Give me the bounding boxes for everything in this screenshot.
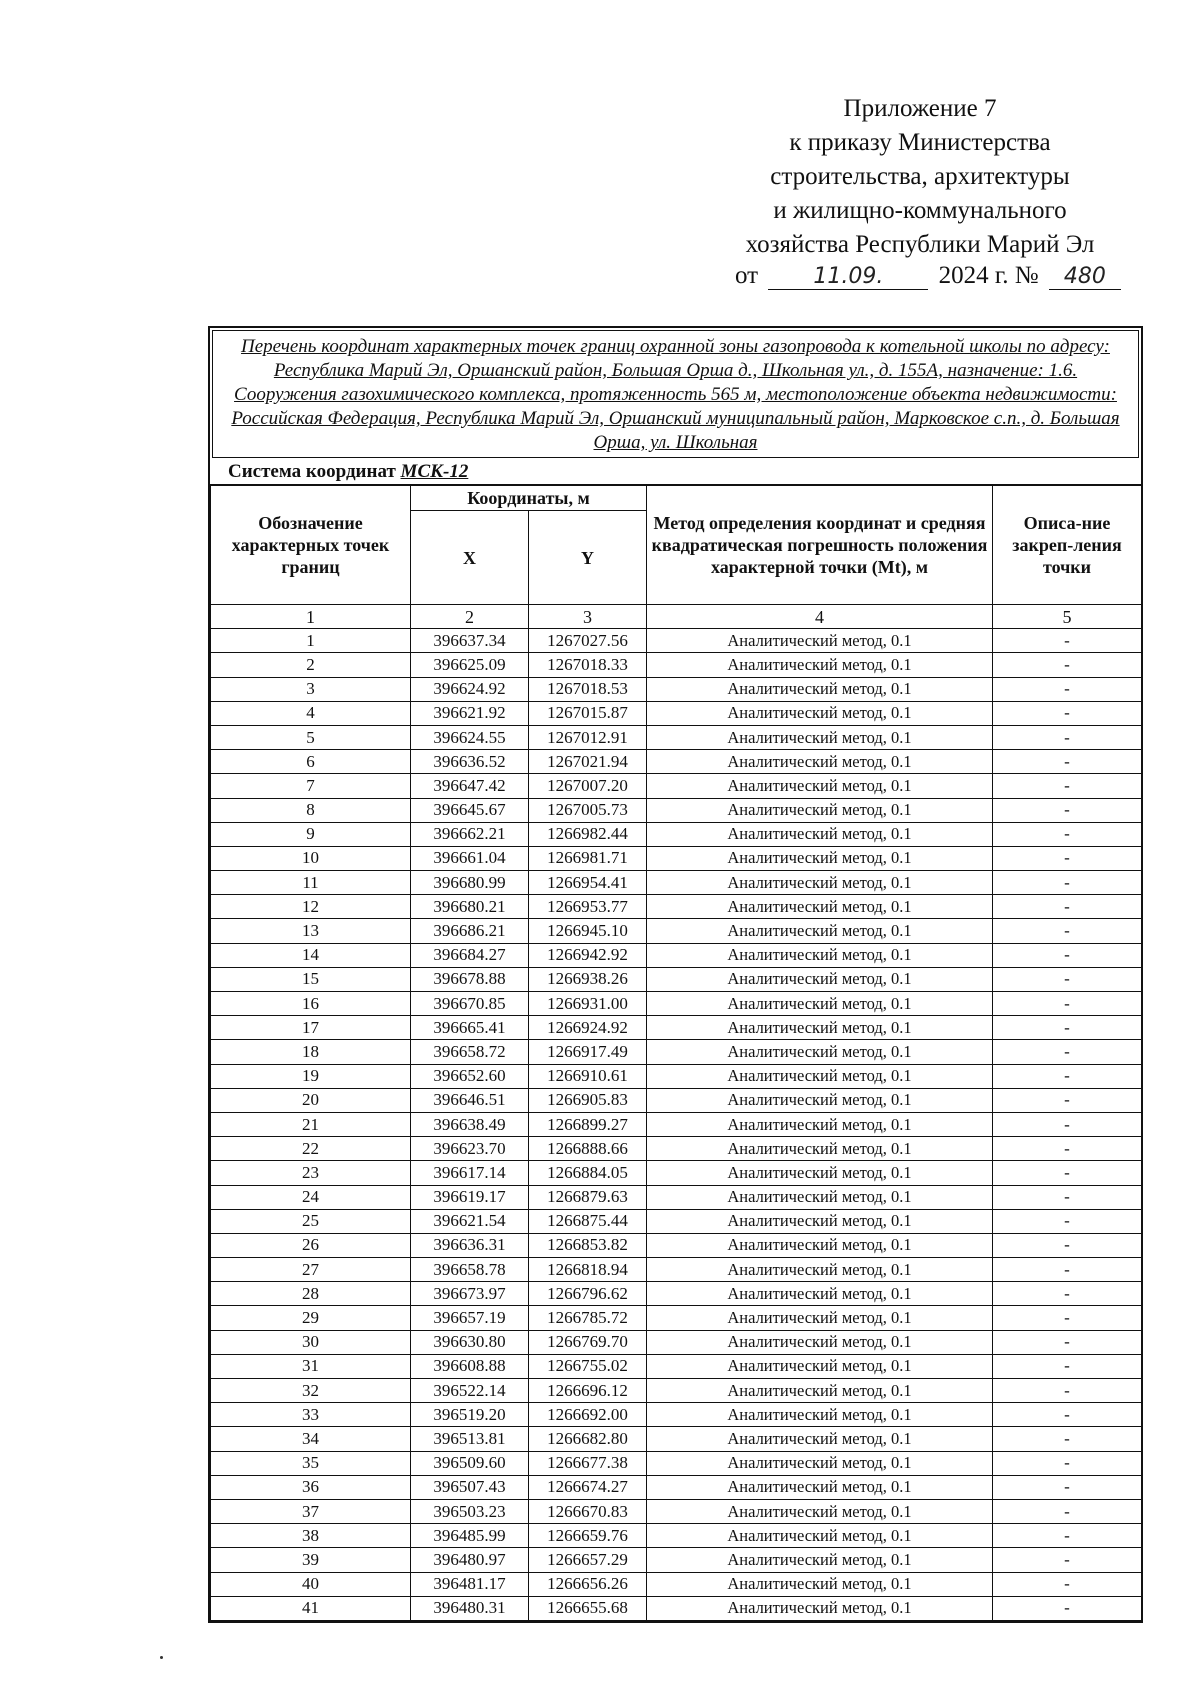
x-coordinate-cell: 396608.88 [411, 1354, 529, 1378]
description-cell: - [993, 846, 1142, 870]
header-description: Описа-ние закреп-ления точки [993, 486, 1142, 605]
coordinates-table-frame [208, 326, 1143, 1623]
point-number-cell: 25 [211, 1209, 411, 1233]
header-x: X [411, 511, 529, 605]
point-number-cell: 30 [211, 1330, 411, 1354]
x-coordinate-cell: 396621.54 [411, 1209, 529, 1233]
point-number-cell: 15 [211, 967, 411, 991]
x-coordinate-cell: 396662.21 [411, 822, 529, 846]
point-number-cell: 18 [211, 1040, 411, 1064]
method-cell: Аналитический метод, 0.1 [647, 677, 993, 701]
table-row [211, 1499, 1142, 1523]
header-line: к приказу Министерства [789, 129, 1051, 156]
description-cell: - [993, 1233, 1142, 1257]
table-row [211, 919, 1142, 943]
table-row [211, 1137, 1142, 1161]
x-coordinate-cell: 396652.60 [411, 1064, 529, 1088]
point-number-cell: 20 [211, 1088, 411, 1112]
table-row [211, 1596, 1142, 1620]
y-coordinate-cell: 1266853.82 [529, 1233, 647, 1257]
y-coordinate-cell: 1266942.92 [529, 943, 647, 967]
table-row [211, 750, 1142, 774]
x-coordinate-cell: 396638.49 [411, 1112, 529, 1136]
x-coordinate-cell: 396519.20 [411, 1403, 529, 1427]
column-number: 2 [411, 605, 529, 629]
table-row [211, 677, 1142, 701]
x-coordinate-cell: 396513.81 [411, 1427, 529, 1451]
y-coordinate-cell: 1267027.56 [529, 629, 647, 653]
x-coordinate-cell: 396509.60 [411, 1451, 529, 1475]
description-cell: - [993, 895, 1142, 919]
point-number-cell: 12 [211, 895, 411, 919]
table-row [211, 992, 1142, 1016]
description-cell: - [993, 1475, 1142, 1499]
x-coordinate-cell: 396661.04 [411, 846, 529, 870]
table-row [211, 1040, 1142, 1064]
point-number-cell: 4 [211, 701, 411, 725]
method-cell: Аналитический метод, 0.1 [647, 895, 993, 919]
description-cell: - [993, 1161, 1142, 1185]
method-cell: Аналитический метод, 0.1 [647, 1016, 993, 1040]
y-coordinate-cell: 1267005.73 [529, 798, 647, 822]
x-coordinate-cell: 396658.78 [411, 1258, 529, 1282]
method-cell: Аналитический метод, 0.1 [647, 1040, 993, 1064]
y-coordinate-cell: 1266696.12 [529, 1379, 647, 1403]
y-coordinate-cell: 1266888.66 [529, 1137, 647, 1161]
description-cell: - [993, 1403, 1142, 1427]
method-cell: Аналитический метод, 0.1 [647, 1451, 993, 1475]
point-number-cell: 1 [211, 629, 411, 653]
y-coordinate-cell: 1266682.80 [529, 1427, 647, 1451]
column-number: 3 [529, 605, 647, 629]
method-cell: Аналитический метод, 0.1 [647, 1161, 993, 1185]
table-row [211, 822, 1142, 846]
table-row [211, 774, 1142, 798]
header-designation: Обозначение характерных точек границ [211, 486, 411, 605]
y-coordinate-cell: 1266924.92 [529, 1016, 647, 1040]
point-number-cell: 16 [211, 992, 411, 1016]
x-coordinate-cell: 396637.34 [411, 629, 529, 653]
method-cell: Аналитический метод, 0.1 [647, 846, 993, 870]
method-cell: Аналитический метод, 0.1 [647, 1524, 993, 1548]
table-row [211, 1451, 1142, 1475]
description-cell: - [993, 1258, 1142, 1282]
order-number-handwritten: 480 [1049, 264, 1121, 290]
point-number-cell: 27 [211, 1258, 411, 1282]
description-cell: - [993, 774, 1142, 798]
y-coordinate-cell: 1266981.71 [529, 846, 647, 870]
table-row [211, 1330, 1142, 1354]
point-number-cell: 3 [211, 677, 411, 701]
description-cell: - [993, 967, 1142, 991]
order-year: 2024 г. № [938, 262, 1039, 289]
description-cell: - [993, 798, 1142, 822]
y-coordinate-cell: 1266879.63 [529, 1185, 647, 1209]
method-cell: Аналитический метод, 0.1 [647, 1475, 993, 1499]
x-coordinate-cell: 396647.42 [411, 774, 529, 798]
y-coordinate-cell: 1266655.68 [529, 1596, 647, 1620]
point-number-cell: 2 [211, 653, 411, 677]
x-coordinate-cell: 396678.88 [411, 967, 529, 991]
method-cell: Аналитический метод, 0.1 [647, 798, 993, 822]
y-coordinate-cell: 1267018.53 [529, 677, 647, 701]
x-coordinate-cell: 396507.43 [411, 1475, 529, 1499]
method-cell: Аналитический метод, 0.1 [647, 1112, 993, 1136]
method-cell: Аналитический метод, 0.1 [647, 1233, 993, 1257]
table-row [211, 1112, 1142, 1136]
table-row [211, 1233, 1142, 1257]
description-cell: - [993, 677, 1142, 701]
table-row [211, 1016, 1142, 1040]
x-coordinate-cell: 396522.14 [411, 1379, 529, 1403]
point-number-cell: 11 [211, 871, 411, 895]
x-coordinate-cell: 396625.09 [411, 653, 529, 677]
y-coordinate-cell: 1266656.26 [529, 1572, 647, 1596]
table-row [211, 1524, 1142, 1548]
method-cell: Аналитический метод, 0.1 [647, 1499, 993, 1523]
point-number-cell: 41 [211, 1596, 411, 1620]
method-cell: Аналитический метод, 0.1 [647, 750, 993, 774]
y-coordinate-cell: 1266982.44 [529, 822, 647, 846]
x-coordinate-cell: 396686.21 [411, 919, 529, 943]
y-coordinate-cell: 1266769.70 [529, 1330, 647, 1354]
description-cell: - [993, 629, 1142, 653]
header-method: Метод определения координат и средняя квадратическая погрешность положения характерной точки (Mt), м [647, 486, 993, 605]
table-row [211, 1282, 1142, 1306]
x-coordinate-cell: 396636.52 [411, 750, 529, 774]
method-cell: Аналитический метод, 0.1 [647, 1354, 993, 1378]
method-cell: Аналитический метод, 0.1 [647, 1596, 993, 1620]
point-number-cell: 34 [211, 1427, 411, 1451]
x-coordinate-cell: 396503.23 [411, 1499, 529, 1523]
y-coordinate-cell: 1266755.02 [529, 1354, 647, 1378]
description-cell: - [993, 750, 1142, 774]
method-cell: Аналитический метод, 0.1 [647, 943, 993, 967]
y-coordinate-cell: 1266884.05 [529, 1161, 647, 1185]
header-line: хозяйства Республики Марий Эл [745, 231, 1095, 258]
table-row [211, 1572, 1142, 1596]
coordinate-system-row [210, 460, 1141, 485]
appendix-header [700, 92, 1140, 262]
point-number-cell: 13 [211, 919, 411, 943]
y-coordinate-cell: 1266905.83 [529, 1088, 647, 1112]
table-row [211, 1088, 1142, 1112]
description-cell: - [993, 1282, 1142, 1306]
x-coordinate-cell: 396658.72 [411, 1040, 529, 1064]
point-number-cell: 38 [211, 1524, 411, 1548]
method-cell: Аналитический метод, 0.1 [647, 1379, 993, 1403]
table-body [211, 605, 1142, 1621]
point-number-cell: 31 [211, 1354, 411, 1378]
order-date-number [735, 262, 1121, 290]
y-coordinate-cell: 1266818.94 [529, 1258, 647, 1282]
table-row [211, 1548, 1142, 1572]
method-cell: Аналитический метод, 0.1 [647, 822, 993, 846]
point-number-cell: 7 [211, 774, 411, 798]
y-coordinate-cell: 1266938.26 [529, 967, 647, 991]
y-coordinate-cell: 1266899.27 [529, 1112, 647, 1136]
table-row [211, 1475, 1142, 1499]
description-cell: - [993, 871, 1142, 895]
y-coordinate-cell: 1266677.38 [529, 1451, 647, 1475]
x-coordinate-cell: 396680.21 [411, 895, 529, 919]
column-number-row [211, 605, 1142, 629]
y-coordinate-cell: 1266692.00 [529, 1403, 647, 1427]
x-coordinate-cell: 396636.31 [411, 1233, 529, 1257]
description-cell: - [993, 1379, 1142, 1403]
description-cell: - [993, 1427, 1142, 1451]
description-cell: - [993, 1572, 1142, 1596]
point-number-cell: 28 [211, 1282, 411, 1306]
method-cell: Аналитический метод, 0.1 [647, 1064, 993, 1088]
point-number-cell: 37 [211, 1499, 411, 1523]
header-line: и жилищно-коммунального [773, 197, 1067, 224]
point-number-cell: 9 [211, 822, 411, 846]
description-cell: - [993, 943, 1142, 967]
y-coordinate-cell: 1266674.27 [529, 1475, 647, 1499]
description-cell: - [993, 1112, 1142, 1136]
x-coordinate-cell: 396670.85 [411, 992, 529, 1016]
description-cell: - [993, 822, 1142, 846]
method-cell: Аналитический метод, 0.1 [647, 919, 993, 943]
description-cell: - [993, 1330, 1142, 1354]
y-coordinate-cell: 1267015.87 [529, 701, 647, 725]
x-coordinate-cell: 396680.99 [411, 871, 529, 895]
y-coordinate-cell: 1267018.33 [529, 653, 647, 677]
x-coordinate-cell: 396657.19 [411, 1306, 529, 1330]
description-cell: - [993, 1209, 1142, 1233]
table-row [211, 1064, 1142, 1088]
y-coordinate-cell: 1266953.77 [529, 895, 647, 919]
table-row [211, 1161, 1142, 1185]
table-row [211, 1427, 1142, 1451]
method-cell: Аналитический метод, 0.1 [647, 1427, 993, 1451]
point-number-cell: 35 [211, 1451, 411, 1475]
table-row [211, 1379, 1142, 1403]
header-line: строительства, архитектуры [770, 163, 1070, 190]
order-date-handwritten: 11.09. [768, 264, 928, 290]
x-coordinate-cell: 396485.99 [411, 1524, 529, 1548]
x-coordinate-cell: 396480.31 [411, 1596, 529, 1620]
description-cell: - [993, 1548, 1142, 1572]
coordinates-table [210, 485, 1142, 1621]
point-number-cell: 40 [211, 1572, 411, 1596]
column-number: 5 [993, 605, 1142, 629]
x-coordinate-cell: 396624.55 [411, 725, 529, 749]
method-cell: Аналитический метод, 0.1 [647, 967, 993, 991]
point-number-cell: 33 [211, 1403, 411, 1427]
point-number-cell: 36 [211, 1475, 411, 1499]
point-number-cell: 26 [211, 1233, 411, 1257]
y-coordinate-cell: 1267021.94 [529, 750, 647, 774]
table-row [211, 701, 1142, 725]
method-cell: Аналитический метод, 0.1 [647, 725, 993, 749]
y-coordinate-cell: 1266917.49 [529, 1040, 647, 1064]
table-row [211, 1209, 1142, 1233]
table-row [211, 725, 1142, 749]
x-coordinate-cell: 396619.17 [411, 1185, 529, 1209]
description-cell: - [993, 919, 1142, 943]
point-number-cell: 6 [211, 750, 411, 774]
description-cell: - [993, 992, 1142, 1016]
x-coordinate-cell: 396621.92 [411, 701, 529, 725]
description-cell: - [993, 1040, 1142, 1064]
y-coordinate-cell: 1266875.44 [529, 1209, 647, 1233]
method-cell: Аналитический метод, 0.1 [647, 701, 993, 725]
y-coordinate-cell: 1266670.83 [529, 1499, 647, 1523]
y-coordinate-cell: 1266931.00 [529, 992, 647, 1016]
method-cell: Аналитический метод, 0.1 [647, 1258, 993, 1282]
scan-speck [160, 1656, 163, 1659]
point-number-cell: 24 [211, 1185, 411, 1209]
y-coordinate-cell: 1267012.91 [529, 725, 647, 749]
method-cell: Аналитический метод, 0.1 [647, 1088, 993, 1112]
description-cell: - [993, 1088, 1142, 1112]
order-prefix: от [735, 262, 759, 289]
y-coordinate-cell: 1266945.10 [529, 919, 647, 943]
coordinate-system-value: МСК-12 [400, 461, 469, 482]
table-row [211, 871, 1142, 895]
table-row [211, 943, 1142, 967]
point-number-cell: 23 [211, 1161, 411, 1185]
table-row [211, 895, 1142, 919]
table-row [211, 1306, 1142, 1330]
description-cell: - [993, 1137, 1142, 1161]
description-cell: - [993, 653, 1142, 677]
table-row [211, 653, 1142, 677]
x-coordinate-cell: 396645.67 [411, 798, 529, 822]
header-coordinates: Координаты, м [411, 486, 647, 511]
point-number-cell: 17 [211, 1016, 411, 1040]
point-number-cell: 5 [211, 725, 411, 749]
method-cell: Аналитический метод, 0.1 [647, 1185, 993, 1209]
table-row [211, 967, 1142, 991]
description-cell: - [993, 1016, 1142, 1040]
point-number-cell: 19 [211, 1064, 411, 1088]
x-coordinate-cell: 396480.97 [411, 1548, 529, 1572]
method-cell: Аналитический метод, 0.1 [647, 1403, 993, 1427]
description-cell: - [993, 725, 1142, 749]
method-cell: Аналитический метод, 0.1 [647, 992, 993, 1016]
point-number-cell: 8 [211, 798, 411, 822]
method-cell: Аналитический метод, 0.1 [647, 774, 993, 798]
description-cell: - [993, 1524, 1142, 1548]
method-cell: Аналитический метод, 0.1 [647, 653, 993, 677]
y-coordinate-cell: 1266910.61 [529, 1064, 647, 1088]
x-coordinate-cell: 396646.51 [411, 1088, 529, 1112]
method-cell: Аналитический метод, 0.1 [647, 1572, 993, 1596]
table-row [211, 1185, 1142, 1209]
method-cell: Аналитический метод, 0.1 [647, 871, 993, 895]
method-cell: Аналитический метод, 0.1 [647, 1137, 993, 1161]
description-cell: - [993, 1306, 1142, 1330]
y-coordinate-cell: 1266796.62 [529, 1282, 647, 1306]
y-coordinate-cell: 1266657.29 [529, 1548, 647, 1572]
y-coordinate-cell: 1266954.41 [529, 871, 647, 895]
x-coordinate-cell: 396481.17 [411, 1572, 529, 1596]
x-coordinate-cell: 396673.97 [411, 1282, 529, 1306]
description-cell: - [993, 1064, 1142, 1088]
point-number-cell: 21 [211, 1112, 411, 1136]
point-number-cell: 22 [211, 1137, 411, 1161]
y-coordinate-cell: 1266659.76 [529, 1524, 647, 1548]
y-coordinate-cell: 1267007.20 [529, 774, 647, 798]
coordinate-system-label: Система координат [228, 461, 396, 482]
method-cell: Аналитический метод, 0.1 [647, 629, 993, 653]
description-cell: - [993, 1354, 1142, 1378]
point-number-cell: 10 [211, 846, 411, 870]
x-coordinate-cell: 396630.80 [411, 1330, 529, 1354]
method-cell: Аналитический метод, 0.1 [647, 1306, 993, 1330]
y-coordinate-cell: 1266785.72 [529, 1306, 647, 1330]
x-coordinate-cell: 396624.92 [411, 677, 529, 701]
point-number-cell: 14 [211, 943, 411, 967]
table-row [211, 846, 1142, 870]
x-coordinate-cell: 396617.14 [411, 1161, 529, 1185]
description-cell: - [993, 1499, 1142, 1523]
point-number-cell: 29 [211, 1306, 411, 1330]
header-y: Y [529, 511, 647, 605]
description-cell: - [993, 701, 1142, 725]
point-number-cell: 39 [211, 1548, 411, 1572]
x-coordinate-cell: 396665.41 [411, 1016, 529, 1040]
description-cell: - [993, 1185, 1142, 1209]
method-cell: Аналитический метод, 0.1 [647, 1330, 993, 1354]
table-row [211, 798, 1142, 822]
table-caption: Перечень координат характерных точек границ охранной зоны газопровода к котельной школы по адресу: Республика Марий Эл, Оршанский район, Большая Орша д., Школьная ул., д. 155А, назначение: 1.6. Сооружения газохимического комплекса, протяженность 565 м, местоположение объекта недвижимости: Российская Федерация, Республика Марий Эл, Оршанский муниципальный район, Марковское с.п., д. Большая Орша, ул. Школьная [212, 330, 1139, 458]
x-coordinate-cell: 396684.27 [411, 943, 529, 967]
method-cell: Аналитический метод, 0.1 [647, 1282, 993, 1306]
method-cell: Аналитический метод, 0.1 [647, 1548, 993, 1572]
column-number: 1 [211, 605, 411, 629]
table-row [211, 1354, 1142, 1378]
x-coordinate-cell: 396623.70 [411, 1137, 529, 1161]
header-line: Приложение 7 [843, 95, 997, 122]
description-cell: - [993, 1451, 1142, 1475]
table-row [211, 1403, 1142, 1427]
table-row [211, 1258, 1142, 1282]
table-row [211, 629, 1142, 653]
description-cell: - [993, 1596, 1142, 1620]
method-cell: Аналитический метод, 0.1 [647, 1209, 993, 1233]
point-number-cell: 32 [211, 1379, 411, 1403]
column-number: 4 [647, 605, 993, 629]
